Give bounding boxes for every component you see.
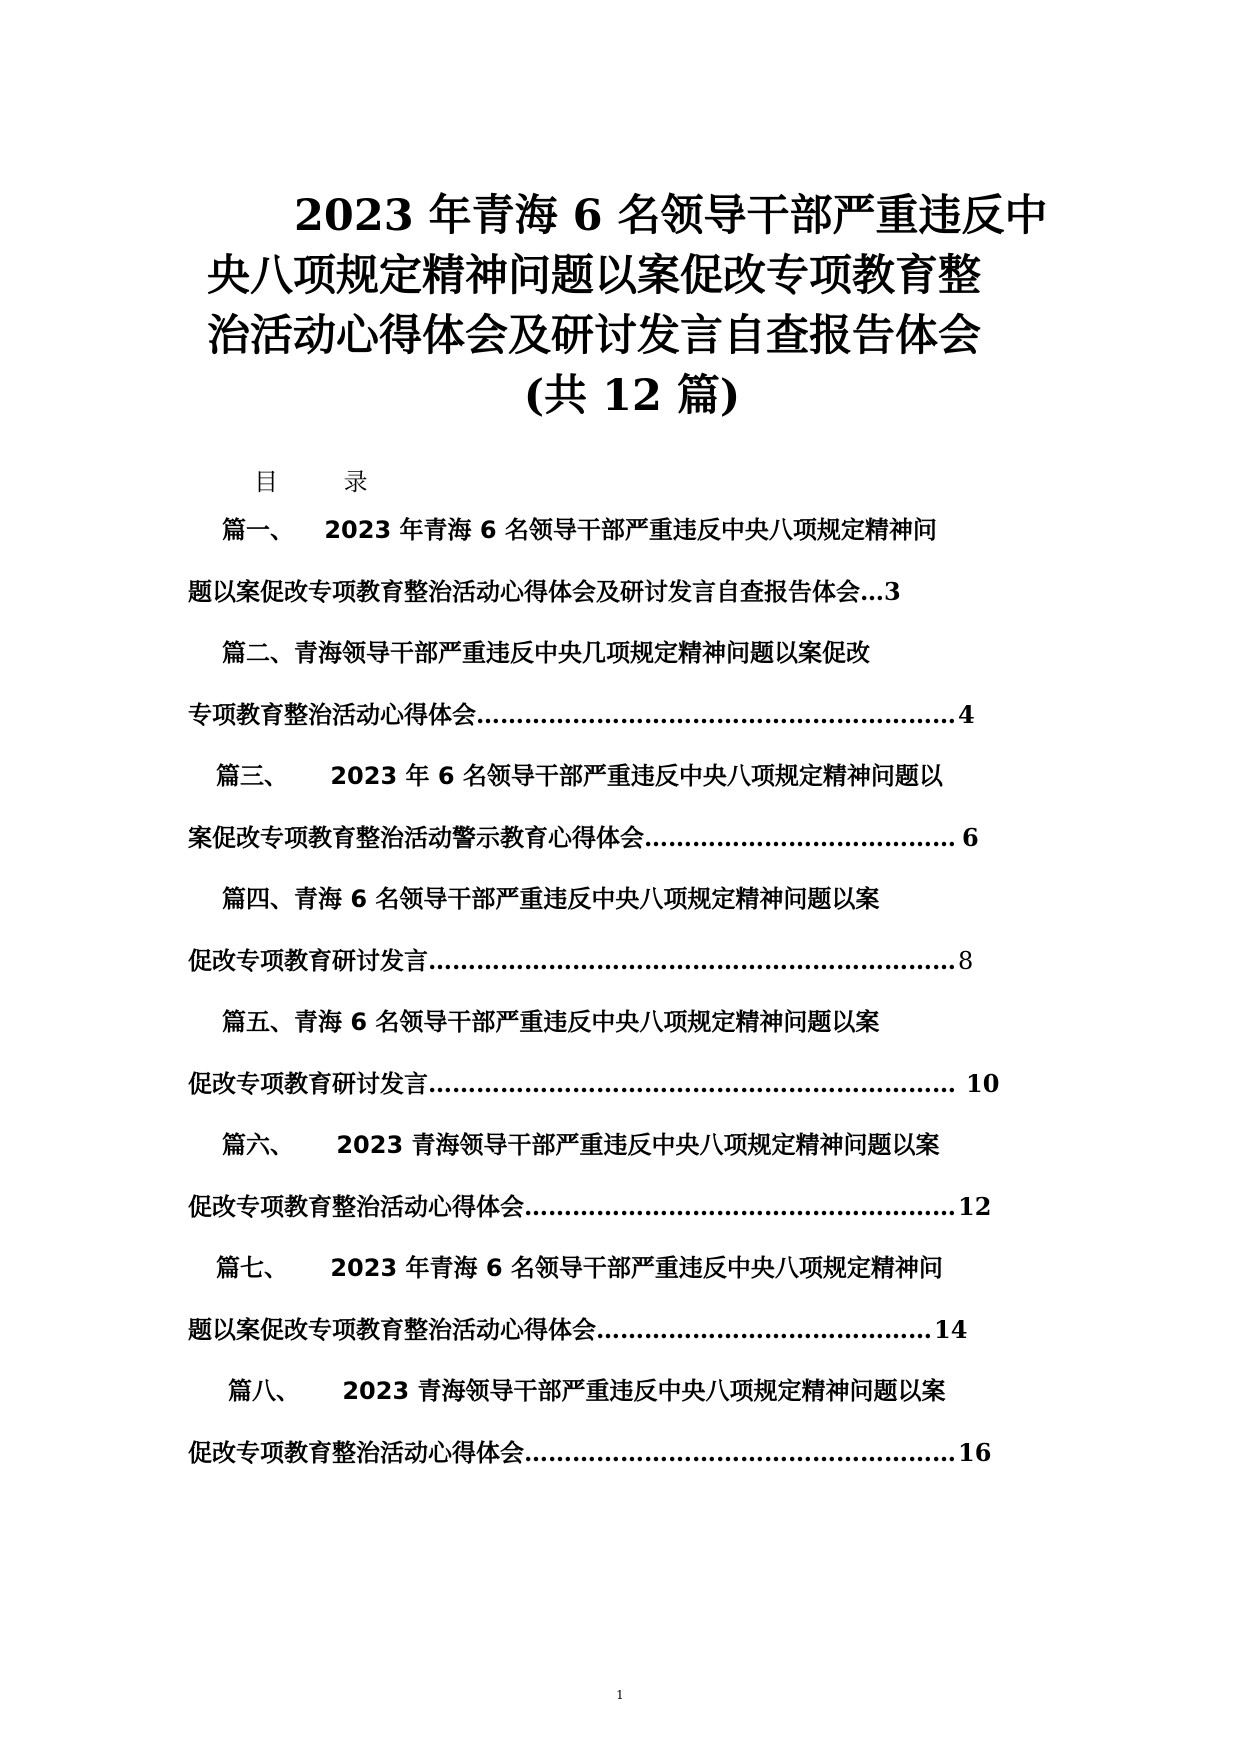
- toc-entry-label: 篇六、: [222, 1131, 294, 1159]
- toc-entry-line-2: [188, 695, 975, 735]
- toc-entry-label: 篇七、: [216, 1254, 288, 1282]
- toc-entry[interactable]: [188, 1371, 1048, 1494]
- title-line-3: 治活动心得体会及研讨发言自查报告体会: [207, 311, 981, 361]
- toc-entry-label: 篇二、: [222, 639, 294, 667]
- toc-entry[interactable]: [188, 1125, 1048, 1248]
- document-title: [200, 186, 1060, 426]
- toc-entry-line-1: [222, 633, 870, 673]
- toc-entry-line-1: [222, 510, 937, 550]
- toc-entry-title-continued: 促改专项教育整治活动心得体会: [188, 1193, 524, 1221]
- toc-page-number: 12: [958, 1192, 992, 1221]
- toc-entry[interactable]: [188, 756, 1048, 879]
- toc-entry-title-continued: 促改专项教育研讨发言: [188, 1070, 428, 1098]
- toc-entry[interactable]: [188, 510, 1048, 633]
- toc-entry-title: 2023 青海领导干部严重违反中央八项规定精神问题以案: [342, 1377, 946, 1405]
- toc-entry-title-continued: 促改专项教育研讨发言: [188, 947, 428, 975]
- toc-leader-dots: …………………………………: [644, 823, 956, 852]
- toc-leader-dots: ………………………………………………: [524, 1192, 956, 1221]
- toc-entry-line-1: [222, 879, 879, 919]
- toc-entry[interactable]: [188, 1248, 1048, 1371]
- toc-entry-line-2: [188, 1433, 991, 1473]
- toc-entry-line-2: [188, 572, 901, 612]
- toc-entry-label: 篇八、: [228, 1377, 300, 1405]
- toc-entry-label: 篇四、: [222, 885, 294, 913]
- toc-entry-label: 篇一、: [222, 516, 294, 544]
- toc-page-number: 6: [962, 823, 979, 852]
- toc-heading: 目 录: [254, 468, 397, 496]
- toc-entry-title: 2023 年 6 名领导干部严重违反中央八项规定精神问题以: [330, 762, 943, 790]
- toc-entry-title-continued: 促改专项教育整治活动心得体会: [188, 1439, 524, 1467]
- toc-entry-title: 青海 6 名领导干部严重违反中央八项规定精神问题以案: [294, 885, 880, 913]
- toc-entry-title-continued: 专项教育整治活动心得体会: [188, 701, 476, 729]
- toc-entry[interactable]: [188, 879, 1048, 1002]
- toc-leader-dots: ………………………………………………: [524, 1438, 956, 1467]
- toc-entry-line-2: [188, 818, 979, 858]
- toc-entry-title: 2023 年青海 6 名领导干部严重违反中央八项规定精神问: [324, 516, 937, 544]
- title-line-4: (共 12 篇): [523, 371, 741, 421]
- toc-entry-title: 2023 青海领导干部严重违反中央八项规定精神问题以案: [336, 1131, 940, 1159]
- toc-page-number: 10: [966, 1069, 1000, 1098]
- title-line-2: 央八项规定精神问题以案促改专项教育整: [207, 251, 981, 301]
- toc-entry-title: 2023 年青海 6 名领导干部严重违反中央八项规定精神问: [330, 1254, 943, 1282]
- toc-entry-line-2: [188, 1310, 967, 1350]
- toc-entry-line-1: [216, 1248, 943, 1288]
- toc-leader-dots: …………………………………………………………: [428, 1069, 956, 1098]
- table-of-contents: [188, 510, 1048, 1494]
- toc-entry-title-continued: 案促改专项教育整治活动警示教育心得体会: [188, 824, 644, 852]
- toc-entry[interactable]: [188, 1002, 1048, 1125]
- toc-page-number: 14: [934, 1315, 968, 1344]
- toc-leader-dots: …: [860, 577, 884, 606]
- toc-leader-dots: ……………………………………………………: [476, 700, 956, 729]
- toc-page-number: 16: [958, 1438, 992, 1467]
- toc-entry-label: 篇三、: [216, 762, 288, 790]
- toc-page-number: 3: [884, 577, 901, 606]
- toc-entry-label: 篇五、: [222, 1008, 294, 1036]
- toc-leader-dots: …………………………………………………………: [428, 946, 956, 975]
- toc-entry-title-continued: 题以案促改专项教育整治活动心得体会及研讨发言自查报告体会: [188, 578, 860, 606]
- toc-entry-line-2: [188, 941, 973, 981]
- toc-entry-line-1: [216, 756, 943, 796]
- toc-entry-line-1: [228, 1371, 946, 1411]
- toc-entry-title: 青海领导干部严重违反中央几项规定精神问题以案促改: [294, 639, 870, 667]
- toc-entry-line-2: [188, 1064, 999, 1104]
- toc-entry-title: 青海 6 名领导干部严重违反中央八项规定精神问题以案: [294, 1008, 880, 1036]
- toc-entry-line-2: [188, 1187, 991, 1227]
- toc-entry-line-1: [222, 1002, 879, 1042]
- toc-entry[interactable]: [188, 633, 1048, 756]
- toc-entry-line-1: [222, 1125, 940, 1165]
- toc-entry-title-continued: 题以案促改专项教育整治活动心得体会: [188, 1316, 596, 1344]
- title-line-1: 2023 年青海 6 名领导干部严重违反中: [294, 191, 1048, 241]
- toc-page-number: 4: [958, 700, 975, 729]
- page-number: 1: [616, 1688, 624, 1702]
- toc-leader-dots: ……………………………………: [596, 1315, 932, 1344]
- toc-page-number: 8: [958, 947, 974, 975]
